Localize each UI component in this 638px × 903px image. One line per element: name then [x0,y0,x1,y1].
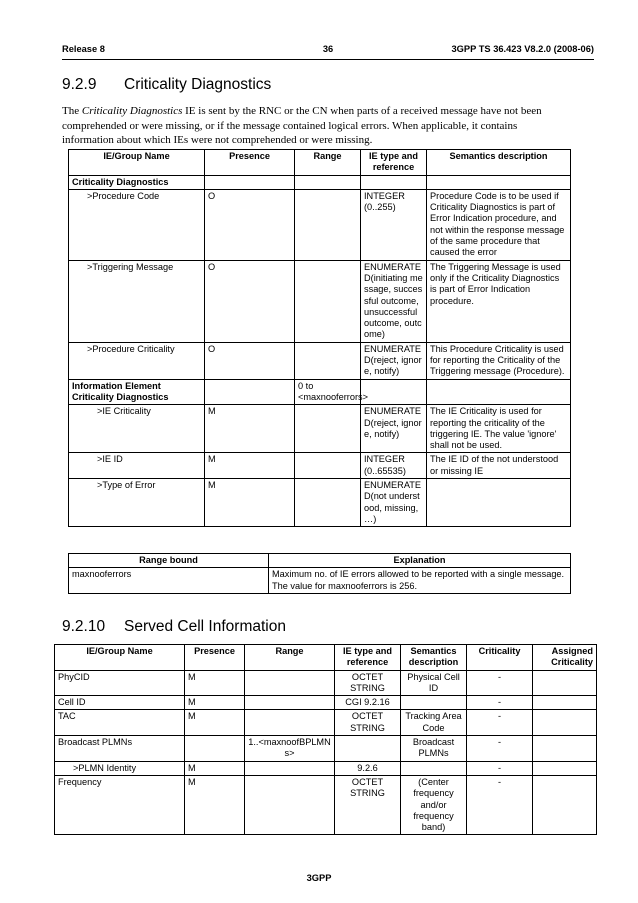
col-header: IE type and reference [335,645,401,671]
header-rule [62,59,594,60]
col-header: IE/Group Name [69,150,205,176]
section-heading-served-cell-information [62,618,286,636]
section-number: 9.2.9 [62,76,97,93]
col-header: Semantics description [401,645,467,671]
table-row: TAC M OCTET STRING Tracking Area Code - [55,710,597,736]
col-header: IE type and reference [361,150,427,176]
section-paragraph: The Criticality Diagnostics IE is sent by the RNC or the CN when parts of a received message have not been comprehended or were missing, or if the message contained logical errors. When applicable, it contains information about which IEs were not comprehended or were missing. [62,105,542,146]
section-heading-criticality-diagnostics [62,76,271,94]
table-header-row [69,554,571,568]
table-row: >Procedure Criticality O ENUMERATED(reject, ignore, notify) This Procedure Criticality is used for reporting the Criticality of the Triggering message (Procedure). [69,342,571,379]
release-label: Release 8 [62,44,105,54]
table-row: Information Element Criticality Diagnostics 0 to <maxnooferrors> [69,379,571,405]
col-header: IE/Group Name [55,645,185,671]
para-term: Criticality Diagnostics [81,105,183,117]
table-row: maxnooferrors Maximum no. of IE errors allowed to be reported with a single message. The value for maxnooferrors is 256. [69,568,571,594]
served-cell-information-table [54,644,597,835]
col-header: Range bound [69,554,269,568]
table-row: >IE Criticality M ENUMERATED(reject, ignore, notify) The IE Criticality is used for reporting the criticality of the triggering IE. The value 'ignore' shall not be used. [69,405,571,453]
col-header: Presence [205,150,295,176]
col-header: Range [295,150,361,176]
table-row: Criticality Diagnostics [69,175,571,189]
table-row: >PLMN Identity M 9.2.6 - [55,761,597,775]
section-title: Criticality Diagnostics [124,76,272,93]
table-row: >Procedure Code O INTEGER (0..255) Procedure Code is to be used if Criticality Diagnostics is part of Error Indication procedure, and not within the response message of the same procedure that caused the error [69,189,571,260]
page-footer: 3GPP [306,873,332,883]
col-header: Criticality [467,645,533,671]
col-header: Explanation [269,554,571,568]
col-header: Range [245,645,335,671]
col-header: Presence [185,645,245,671]
table-row: PhyCID M OCTET STRING Physical Cell ID - [55,670,597,696]
table-row: >IE ID M INTEGER (0..65535) The IE ID of the not understood or missing IE [69,453,571,479]
table-row: Cell ID M CGI 9.2.16 - [55,696,597,710]
table-row: >Triggering Message O ENUMERATED(initiating message, successful outcome, unsuccessful outcome, outcome) The Triggering Message is used only if the Criticality Diagnostics is part of Error Indication procedure. [69,260,571,342]
section-title: Served Cell Information [124,618,286,635]
spec-reference: 3GPP TS 36.423 V8.2.0 (2008-06) [451,44,594,54]
col-header: Assigned Criticality [533,645,597,671]
table-row: >Type of Error M ENUMERATED(not understood, missing, …) [69,479,571,527]
table-row: Broadcast PLMNs 1..<maxnoofBPLMNs> Broadcast PLMNs - [55,736,597,762]
table-header-row [69,150,571,176]
criticality-diagnostics-table [68,149,571,527]
col-header: Semantics description [427,150,571,176]
page-header [62,44,594,58]
table-header-row [55,645,597,671]
page-number: 36 [322,44,334,54]
section-number: 9.2.10 [62,618,106,635]
table-row: Frequency M OCTET STRING (Center frequency and/or frequency band) - [55,775,597,834]
range-bound-table [68,553,571,594]
